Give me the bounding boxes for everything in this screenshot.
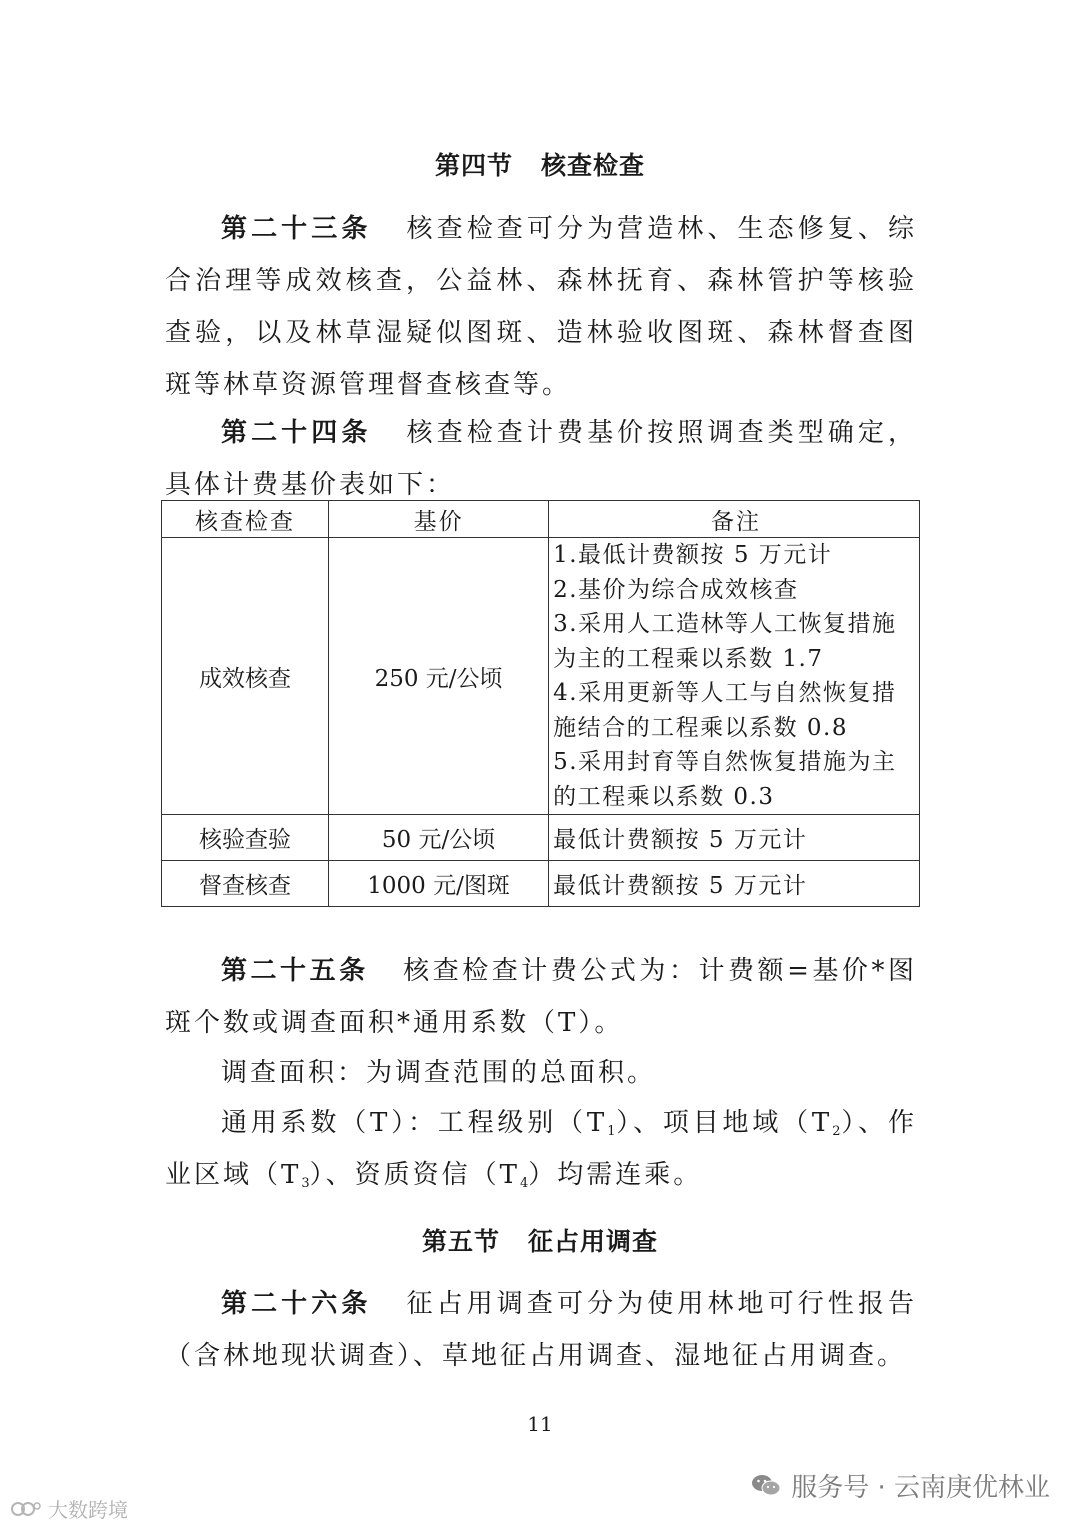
remark-line: 1.最低计费额按 5 万元计 (553, 542, 833, 568)
section-4-heading (0, 146, 1080, 182)
article-23-text: 核查检查可分为营造林、生态修复、综合治理等成效核查，公益林、森林抚育、森林管护等核验查验，以及林草湿疑似图斑、造林验收图斑、森林督查图斑等林草资源管理督查核查等。 (165, 214, 917, 400)
table-cell-type: 成效核查 (162, 538, 329, 815)
watermark-text: 服务号 · 云南庚优林业 (791, 1473, 1050, 1503)
remark-line: 3.采用人工造林等人工恢复措施为主的工程乘以系数 1.7 (553, 611, 897, 672)
watermark-brand (10, 1494, 128, 1523)
remark-line: 5.采用封育等自然恢复措施为主的工程乘以系数 0.3 (553, 749, 897, 810)
coef-text: ）、作业区域（T (165, 1108, 917, 1190)
article-25 (165, 945, 917, 1049)
article-23-label: 第二十三条 (221, 214, 372, 244)
table-cell-type: 核验查验 (162, 815, 329, 861)
definition-coefficient (165, 1097, 917, 1201)
watermark-brand-text: 大数跨境 (48, 1498, 128, 1522)
article-25-label: 第二十五条 (221, 956, 369, 986)
article-23 (165, 203, 917, 411)
section-5-heading (0, 1222, 1080, 1258)
coef-subscript: 3 (301, 1176, 310, 1191)
section-5-label: 第五节 (421, 1227, 500, 1256)
fee-table (161, 500, 920, 907)
table-cell-price: 50 元/公顷 (329, 815, 549, 861)
table-header-cell: 基价 (329, 501, 549, 538)
table-header-cell: 核查检查 (162, 501, 329, 538)
table-row (162, 538, 920, 815)
watermark-service-account (751, 1467, 1050, 1504)
coef-text: ）、项目地域（T (615, 1108, 833, 1138)
article-24 (165, 407, 917, 511)
page-number: 11 (527, 1412, 553, 1436)
section-4-title: 核查检查 (541, 151, 646, 180)
table-row (162, 861, 920, 907)
brand-logo-icon (10, 1499, 42, 1519)
table-cell-price: 1000 元/图斑 (329, 861, 549, 907)
article-25-text: 核查检查计费公式为：计费额=基价*图斑个数或调查面积*通用系数（T）。 (165, 956, 917, 1038)
coef-text: ）均需连乘。 (528, 1160, 703, 1190)
coef-subscript: 4 (519, 1176, 529, 1191)
coef-text: ）、资质资信（T (309, 1160, 520, 1190)
table-header-row (162, 501, 920, 538)
table-cell-remarks: 最低计费额按 5 万元计 (549, 861, 920, 907)
article-24-text: 核查检查计费基价按照调查类型确定，具体计费基价表如下： (165, 418, 917, 500)
table-header-cell: 备注 (549, 501, 920, 538)
table-cell-price: 250 元/公顷 (329, 538, 549, 815)
remark-line: 2.基价为综合成效核查 (553, 576, 799, 603)
table-row (162, 815, 920, 861)
article-26-text: 征占用调查可分为使用林地可行性报告（含林地现状调查）、草地征占用调查、湿地征占用调查。 (165, 1289, 917, 1371)
article-26 (165, 1278, 917, 1382)
table-cell-type: 督查核查 (162, 861, 329, 907)
table-cell-remarks (549, 538, 920, 815)
section-5-title: 征占用调查 (528, 1227, 659, 1256)
article-24-label: 第二十四条 (221, 418, 372, 448)
table-cell-remarks: 最低计费额按 5 万元计 (549, 815, 920, 861)
remark-line: 4.采用更新等人工与自然恢复措施结合的工程乘以系数 0.8 (553, 680, 897, 741)
coef-text: 通用系数（T）：工程级别（T (221, 1108, 608, 1138)
article-26-label: 第二十六条 (221, 1289, 372, 1319)
coef-subscript: 2 (832, 1124, 841, 1139)
coef-subscript: 1 (607, 1124, 616, 1139)
wechat-icon (751, 1473, 781, 1499)
section-4-label: 第四节 (434, 151, 513, 180)
definition-survey-area: 调查面积：为调查范围的总面积。 (221, 1058, 657, 1088)
